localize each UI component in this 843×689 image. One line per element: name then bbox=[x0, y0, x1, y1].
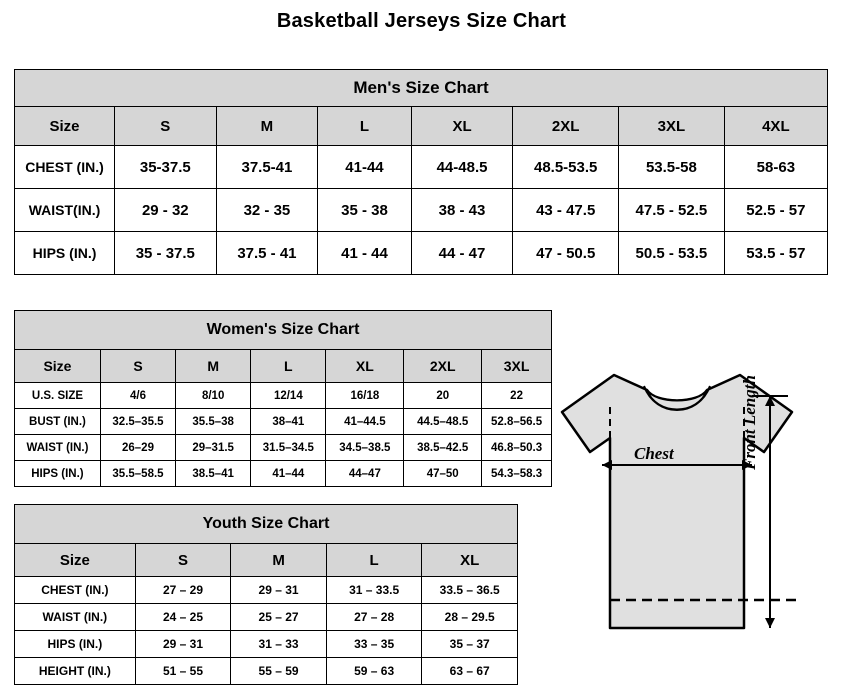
cell: 51 – 55 bbox=[135, 658, 231, 685]
cell: 53.5 - 57 bbox=[724, 232, 827, 275]
column-header-2xl: 2XL bbox=[404, 350, 482, 383]
cell: 37.5 - 41 bbox=[216, 232, 318, 275]
cell: 32 - 35 bbox=[216, 189, 318, 232]
cell: 54.3–58.3 bbox=[482, 461, 552, 487]
cell: 48.5-53.5 bbox=[513, 146, 619, 189]
cell: 31 – 33 bbox=[231, 631, 327, 658]
cell: 41–44 bbox=[251, 461, 326, 487]
cell: 59 – 63 bbox=[326, 658, 422, 685]
cell: 55 – 59 bbox=[231, 658, 327, 685]
table-row bbox=[15, 461, 552, 487]
table-row bbox=[15, 146, 828, 189]
cell: 47–50 bbox=[404, 461, 482, 487]
table-caption-row bbox=[15, 311, 552, 350]
cell: 12/14 bbox=[251, 383, 326, 409]
cell: 25 – 27 bbox=[231, 604, 327, 631]
cell: 29 – 31 bbox=[135, 631, 231, 658]
cell: 47.5 - 52.5 bbox=[619, 189, 725, 232]
cell: 35 - 38 bbox=[318, 189, 411, 232]
row-label-us-size: U.S. SIZE bbox=[15, 383, 101, 409]
table-row bbox=[15, 409, 552, 435]
column-header-l: L bbox=[318, 107, 411, 146]
cell: 46.8–50.3 bbox=[482, 435, 552, 461]
row-label-bust: BUST (IN.) bbox=[15, 409, 101, 435]
column-header-l: L bbox=[251, 350, 326, 383]
column-header-m: M bbox=[216, 107, 318, 146]
row-label-hips: HIPS (IN.) bbox=[15, 232, 115, 275]
cell: 53.5-58 bbox=[619, 146, 725, 189]
column-header-xl: XL bbox=[411, 107, 513, 146]
column-header-3xl: 3XL bbox=[619, 107, 725, 146]
cell: 34.5–38.5 bbox=[326, 435, 404, 461]
table-caption-row bbox=[15, 505, 518, 544]
youth-size-table bbox=[14, 504, 518, 685]
mens-size-table bbox=[14, 69, 828, 275]
cell: 22 bbox=[482, 383, 552, 409]
cell: 24 – 25 bbox=[135, 604, 231, 631]
cell: 37.5-41 bbox=[216, 146, 318, 189]
cell: 35 – 37 bbox=[422, 631, 518, 658]
column-header-size: Size bbox=[15, 544, 136, 577]
cell: 38.5–41 bbox=[176, 461, 251, 487]
mens-chart-title: Men's Size Chart bbox=[15, 70, 828, 107]
table-row bbox=[15, 631, 518, 658]
cell: 43 - 47.5 bbox=[513, 189, 619, 232]
cell: 20 bbox=[404, 383, 482, 409]
cell: 4/6 bbox=[100, 383, 175, 409]
column-header-size: Size bbox=[15, 350, 101, 383]
cell: 27 – 28 bbox=[326, 604, 422, 631]
tshirt-icon bbox=[552, 360, 837, 680]
cell: 44.5–48.5 bbox=[404, 409, 482, 435]
cell: 8/10 bbox=[176, 383, 251, 409]
column-header-m: M bbox=[231, 544, 327, 577]
mens-size-chart bbox=[14, 69, 828, 275]
cell: 44-48.5 bbox=[411, 146, 513, 189]
cell: 41-44 bbox=[318, 146, 411, 189]
cell: 35-37.5 bbox=[114, 146, 216, 189]
cell: 16/18 bbox=[326, 383, 404, 409]
cell: 32.5–35.5 bbox=[100, 409, 175, 435]
column-header-3xl: 3XL bbox=[482, 350, 552, 383]
table-caption-row bbox=[15, 70, 828, 107]
cell: 44–47 bbox=[326, 461, 404, 487]
womens-size-table bbox=[14, 310, 552, 487]
youth-chart-title: Youth Size Chart bbox=[15, 505, 518, 544]
cell: 29 – 31 bbox=[231, 577, 327, 604]
column-header-4xl: 4XL bbox=[724, 107, 827, 146]
table-header-row bbox=[15, 544, 518, 577]
cell: 29 - 32 bbox=[114, 189, 216, 232]
cell: 26–29 bbox=[100, 435, 175, 461]
column-header-s: S bbox=[100, 350, 175, 383]
cell: 31 – 33.5 bbox=[326, 577, 422, 604]
column-header-m: M bbox=[176, 350, 251, 383]
table-row bbox=[15, 658, 518, 685]
table-row bbox=[15, 189, 828, 232]
column-header-s: S bbox=[114, 107, 216, 146]
column-header-xl: XL bbox=[326, 350, 404, 383]
row-label-height: HEIGHT (IN.) bbox=[15, 658, 136, 685]
cell: 41–44.5 bbox=[326, 409, 404, 435]
row-label-waist: WAIST(IN.) bbox=[15, 189, 115, 232]
table-row bbox=[15, 232, 828, 275]
cell: 47 - 50.5 bbox=[513, 232, 619, 275]
cell: 38–41 bbox=[251, 409, 326, 435]
table-row bbox=[15, 383, 552, 409]
womens-size-chart bbox=[14, 310, 552, 487]
cell: 35.5–58.5 bbox=[100, 461, 175, 487]
table-header-row bbox=[15, 107, 828, 146]
column-header-s: S bbox=[135, 544, 231, 577]
row-label-hips: HIPS (IN.) bbox=[15, 461, 101, 487]
womens-chart-title: Women's Size Chart bbox=[15, 311, 552, 350]
cell: 52.8–56.5 bbox=[482, 409, 552, 435]
table-row bbox=[15, 604, 518, 631]
cell: 52.5 - 57 bbox=[724, 189, 827, 232]
cell: 63 – 67 bbox=[422, 658, 518, 685]
cell: 33.5 – 36.5 bbox=[422, 577, 518, 604]
cell: 44 - 47 bbox=[411, 232, 513, 275]
youth-size-chart bbox=[14, 504, 518, 685]
column-header-xl: XL bbox=[422, 544, 518, 577]
row-label-waist: WAIST (IN.) bbox=[15, 604, 136, 631]
cell: 50.5 - 53.5 bbox=[619, 232, 725, 275]
cell: 38.5–42.5 bbox=[404, 435, 482, 461]
cell: 28 – 29.5 bbox=[422, 604, 518, 631]
cell: 29–31.5 bbox=[176, 435, 251, 461]
column-header-l: L bbox=[326, 544, 422, 577]
row-label-chest: CHEST (IN.) bbox=[15, 146, 115, 189]
cell: 35 - 37.5 bbox=[114, 232, 216, 275]
cell: 58-63 bbox=[724, 146, 827, 189]
shirt-measurement-diagram bbox=[552, 360, 837, 680]
page-title: Basketball Jerseys Size Chart bbox=[276, 10, 567, 32]
row-label-chest: CHEST (IN.) bbox=[15, 577, 136, 604]
cell: 35.5–38 bbox=[176, 409, 251, 435]
row-label-hips: HIPS (IN.) bbox=[15, 631, 136, 658]
row-label-waist: WAIST (IN.) bbox=[15, 435, 101, 461]
cell: 33 – 35 bbox=[326, 631, 422, 658]
cell: 38 - 43 bbox=[411, 189, 513, 232]
front-length-measure-label: Front Length bbox=[740, 375, 759, 470]
cell: 27 – 29 bbox=[135, 577, 231, 604]
cell: 41 - 44 bbox=[318, 232, 411, 275]
column-header-size: Size bbox=[15, 107, 115, 146]
cell: 31.5–34.5 bbox=[251, 435, 326, 461]
table-header-row bbox=[15, 350, 552, 383]
column-header-2xl: 2XL bbox=[513, 107, 619, 146]
table-row bbox=[15, 435, 552, 461]
table-row bbox=[15, 577, 518, 604]
chest-measure-label: Chest bbox=[634, 444, 674, 463]
